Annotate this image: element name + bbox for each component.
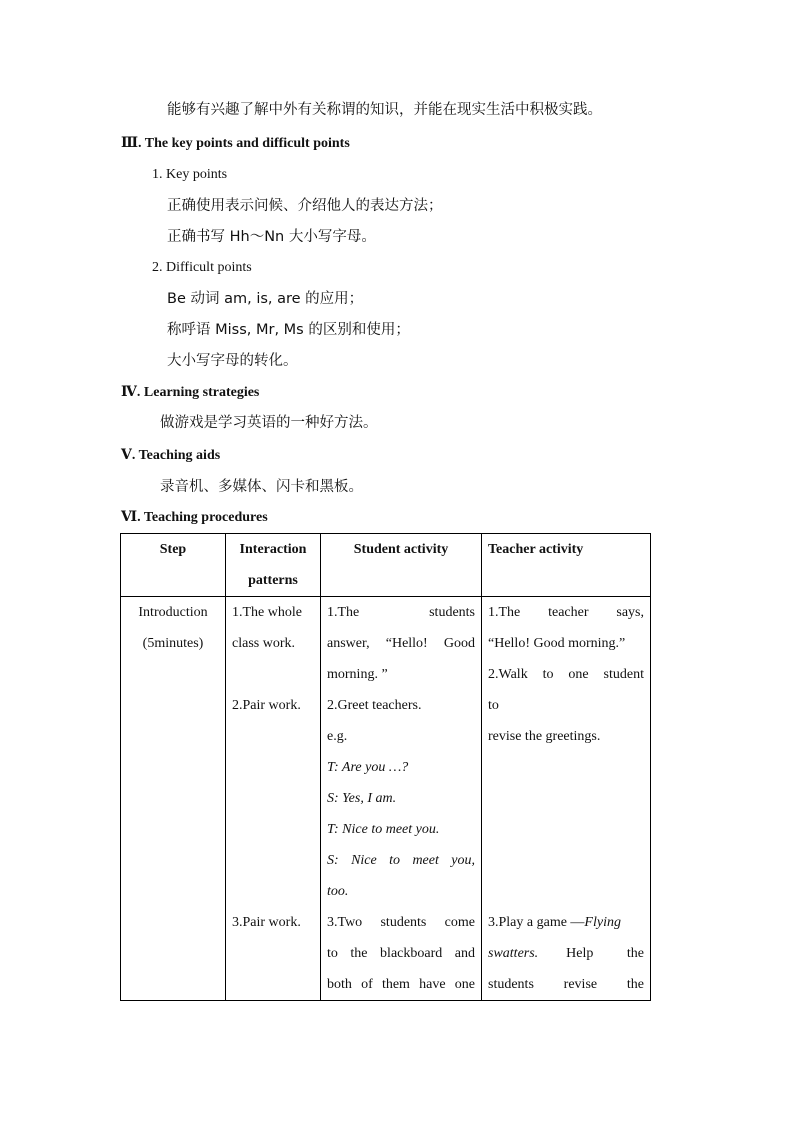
difficult-point-1: Be 动词 am, is, are 的应用； [167,291,364,307]
header-student-activity: Student activity [321,534,482,597]
teacher-swatters-line: swatters. Help the [488,946,644,961]
section-5-heading: Ⅴ. Teaching aids [121,448,221,463]
key-points-label: 1. Key points [152,167,228,182]
key-point-2: 正确书写 Hh～Nn 大小写字母。 [167,229,376,245]
section-5-text: 录音机、多媒体、闪卡和黑板。 [160,479,363,495]
cell-step: Introduction (5minutes) [121,597,226,1001]
header-teacher-activity: Teacher activity [482,534,651,597]
difficult-points-label: 2. Difficult points [152,260,252,275]
section-4-heading: Ⅳ. Learning strategies [121,385,260,400]
difficult-point-3: 大小写字母的转化。 [167,353,298,369]
teacher-game-line: 3.Play a game —Flying [488,915,621,930]
key-point-1: 正确使用表示问候、介绍他人的表达方法； [167,198,443,214]
section-6-heading: Ⅵ. Teaching procedures [121,510,268,525]
intro-line: 能够有兴趣了解中外有关称谓的知识，并能在现实生活中积极实践。 [167,102,602,118]
cell-teacher-activity: 1.The teacher says, “Hello! Good morning.” 2.Walk to one student to revise the greetings. 3.Play a game —Flying swatters. Help the students revise the [482,597,651,1001]
section-4-text: 做游戏是学习英语的一种好方法。 [160,415,378,431]
difficult-point-2: 称呼语 Miss, Mr, Ms 的区别和使用； [167,322,410,338]
cell-student-activity: 1.The students answer, “Hello! Good morning. ” 2.Greet teachers. e.g. T: Are you …? S: Yes, I am. T: Nice to meet you. S: Nice to meet you, too. 3.Two students come to the blackboard and both of them have one [321,597,482,1001]
teaching-procedures-table [120,533,651,1001]
header-step: Step [121,534,226,597]
header-interaction: Interaction patterns [226,534,321,597]
section-3-heading: Ⅲ. The key points and difficult points [121,136,350,151]
table-row [121,597,651,1001]
table-header-row [121,534,651,597]
cell-interaction: 1.The whole class work. 2.Pair work. 3.Pair work. [226,597,321,1001]
